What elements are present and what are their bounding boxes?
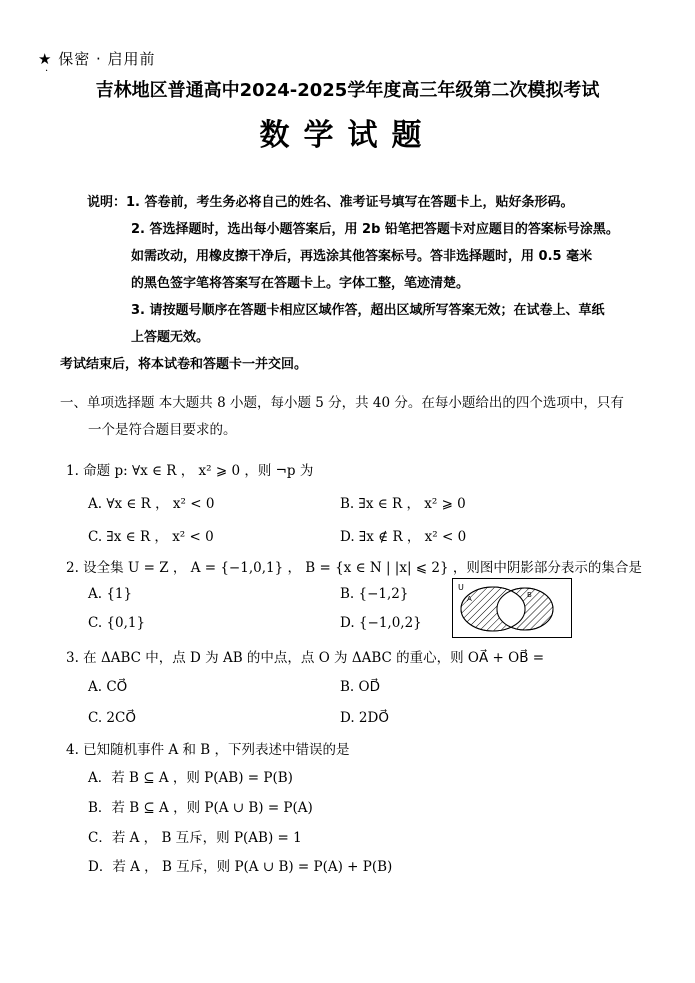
venn-label-u: U xyxy=(458,583,464,592)
question-1-option-a: A. ∀x ∈ R ， x² < 0 xyxy=(88,496,215,512)
question-2-option-a: A. {1} xyxy=(88,586,133,602)
question-4-option-a: A．若 B ⊆ A ，则 P(AB) = P(B) xyxy=(88,770,293,786)
section-heading: 一、单项选择题 本大题共 8 小题，每小题 5 分，共 40 分。在每小题给出的四个选项中，只有 xyxy=(60,395,624,411)
question-4-stem: 4. 已知随机事件 A 和 B ，下列表述中错误的是 xyxy=(66,742,350,758)
instruction-line: 上答题无效。 xyxy=(131,330,210,345)
question-2-stem: 2. 设全集 U = Z ， A = {−1,0,1} ， B = {x ∈ N | |x| ⩽ 2} ，则图中阴影部分表示的集合是 xyxy=(66,560,642,576)
instruction-line: 如需改动，用橡皮擦干净后，再选涂其他答案标号。答非选择题时，用 0.5 毫米 xyxy=(131,249,593,264)
question-4-option-d: D．若 A ， B 互斥，则 P(A ∪ B) = P(A) + P(B) xyxy=(88,859,393,875)
question-3-option-c: C. 2CO⃗ xyxy=(88,710,136,726)
subject-title: 数学试题 xyxy=(259,118,436,153)
instruction-line: 说明：1. 答卷前，考生务必将自己的姓名、准考证号填写在答题卡上，贴好条形码。 xyxy=(87,195,574,210)
question-4-option-c: C．若 A ， B 互斥，则 P(AB) = 1 xyxy=(88,830,302,846)
instruction-line: 考试结束后，将本试卷和答题卡一并交回。 xyxy=(60,357,308,372)
venn-diagram xyxy=(452,578,572,638)
question-3-option-b: B. OD⃗ xyxy=(340,679,380,695)
question-2-option-b: B. {−1,2} xyxy=(340,586,409,602)
instruction-line: 3. 请按题号顺序在答题卡相应区域作答，超出区域所写答案无效；在试卷上、草纸 xyxy=(131,303,605,318)
venn-label-a: A xyxy=(467,595,472,603)
question-3-option-d: D. 2DO⃗ xyxy=(340,710,389,726)
confidential-mark: ★ 保密 · 启用前 xyxy=(38,50,156,68)
instruction-line: 2. 答选择题时，选出每小题答案后，用 2b 铅笔把答题卡对应题目的答案标号涂黑。 xyxy=(131,222,619,237)
question-3-stem: 3. 在 ΔABC 中，点 D 为 AB 的中点，点 O 为 ΔABC 的重心，则 OA⃗ + OB⃗ = xyxy=(66,650,545,666)
question-2-option-d: D. {−1,0,2} xyxy=(340,615,422,631)
question-4-option-b: B．若 B ⊆ A ，则 P(A ∪ B) = P(A) xyxy=(88,800,313,816)
question-3-option-a: A. CO⃗ xyxy=(88,679,128,695)
small-dot: · xyxy=(45,66,49,77)
question-2-option-c: C. {0,1} xyxy=(88,615,146,631)
section-heading-cont: 一个是符合题目要求的。 xyxy=(88,422,237,438)
question-1-option-b: B. ∃x ∈ R ， x² ⩾ 0 xyxy=(340,496,466,512)
instruction-line: 的黑色签字笔将答案写在答题卡上。字体工整，笔迹清楚。 xyxy=(131,276,470,291)
venn-label-b: B xyxy=(527,591,532,599)
venn-diagram-svg xyxy=(453,579,571,637)
exam-title: 吉林地区普通高中2024-2025学年度高三年级第二次模拟考试 xyxy=(95,80,600,101)
question-1-stem: 1. 命题 p: ∀x ∈ R ， x² ⩾ 0 ，则 ¬p 为 xyxy=(66,463,314,479)
question-1-option-d: D. ∃x ∉ R ， x² < 0 xyxy=(340,529,467,545)
question-1-option-c: C. ∃x ∈ R ， x² < 0 xyxy=(88,529,214,545)
